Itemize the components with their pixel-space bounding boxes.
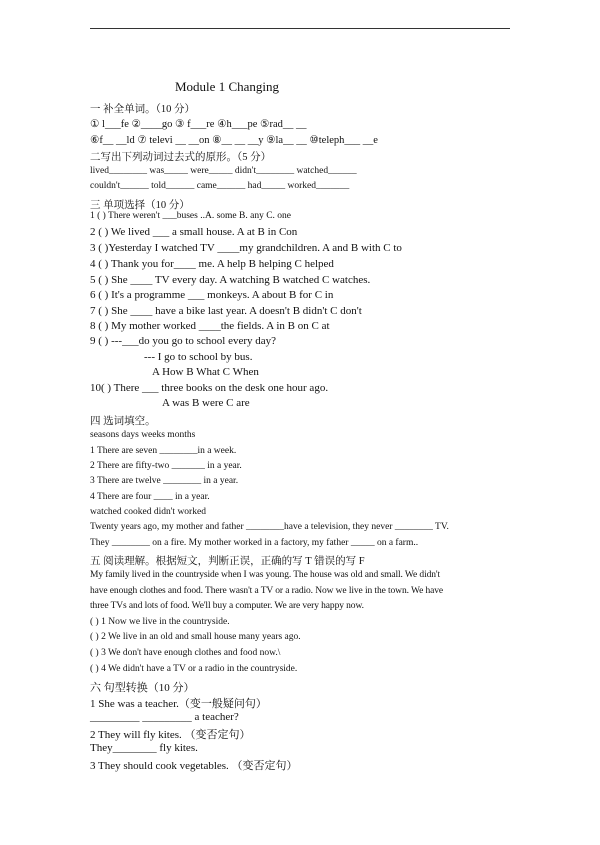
section-1-heading: 一 补全单词。（10 分） xyxy=(90,104,195,115)
tf-question-3: ( ) 3 We don't have enough clothes and food now.\ xyxy=(90,648,281,658)
question-1: 1 ( ) There weren't ___buses ..A. some B. any C. one xyxy=(90,211,291,221)
question-6: 6 ( ) It's a programme ___ monkeys. A about B for C in xyxy=(90,289,334,301)
tf-question-1: ( ) 1 Now we live in the countryside. xyxy=(90,617,230,627)
fill-question-3: 3 There are twelve ________ in a year. xyxy=(90,476,239,486)
transform-answer-1: _________ _________ a teacher? xyxy=(90,711,239,723)
section-5-heading: 五 阅读理解。根据短文，判断正误，正确的写 T 错误的写 F xyxy=(90,556,365,567)
transform-question-1: 1 She was a teacher.（变一般疑问句） xyxy=(90,698,267,710)
transform-question-3: 3 They should cook vegetables. （变否定句） xyxy=(90,760,298,772)
question-5: 5 ( ) She ____ TV every day. A watching B watched C watches. xyxy=(90,274,371,286)
fill-passage-line-1: Twenty years ago, my mother and father ________have a television, they never ________ TV. xyxy=(90,522,449,532)
tf-question-2: ( ) 2 We live in an old and small house many years ago. xyxy=(90,632,301,642)
question-10: 10( ) There ___ three books on the desk one hour ago. xyxy=(90,382,329,394)
transform-question-2: 2 They will fly kites. （变否定句） xyxy=(90,729,251,741)
word-bank-1: seasons days weeks months xyxy=(90,430,196,440)
fill-question-1: 1 There are seven ________in a week. xyxy=(90,446,237,456)
page-title: Module 1 Changing xyxy=(175,79,279,94)
question-9: 9 ( ) ---___do you go to school every day? xyxy=(90,335,277,347)
section-4-heading: 四 选词填空。 xyxy=(90,416,156,427)
question-3: 3 ( )Yesterday I watched TV ____my grandchildren. A and B with C to xyxy=(90,242,402,254)
question-10-options: A was B were C are xyxy=(162,397,250,409)
word-bank-2: watched cooked didn't worked xyxy=(90,507,206,517)
top-rule xyxy=(90,28,510,29)
section-1-row-2: ⑥f__ __ld ⑦ televi __ __on ⑧__ __ __y ⑨la__ __ ⑩teleph___ __e xyxy=(90,135,378,146)
section-2-row-1: lived________ was_____ were_____ didn't________ watched______ xyxy=(90,166,357,176)
question-2: 2 ( ) We lived ___ a small house. A at B in Con xyxy=(90,226,298,238)
fill-question-4: 4 There are four ____ in a year. xyxy=(90,492,210,502)
reading-line-1: My family lived in the countryside when I was young. The house was old and small. We didn't xyxy=(90,570,441,580)
reading-line-2: have enough clothes and food. There wasn't a TV or a radio. Now we live in the town. We have xyxy=(90,586,444,596)
fill-passage-line-2: They ________ on a fire. My mother worked in a factory, my father _____ on a farm.. xyxy=(90,538,419,548)
fill-question-2: 2 There are fifty-two _______ in a year. xyxy=(90,461,242,471)
tf-question-4: ( ) 4 We didn't have a TV or a radio in the countryside. xyxy=(90,664,298,674)
section-1-row-1: ① l___fe ②____go ③ f___re ④h___pe ⑤rad__ __ xyxy=(90,119,307,130)
reading-line-3: three TVs and lots of food. We'll buy a computer. We are very happy now. xyxy=(90,601,364,611)
section-2-row-2: couldn't______ told______ came______ had_____ worked_______ xyxy=(90,181,350,191)
question-9-options: A How B What C When xyxy=(152,366,259,378)
question-8: 8 ( ) My mother worked ____the fields. A in B on C at xyxy=(90,320,330,332)
transform-answer-2: They________ fly kites. xyxy=(90,742,198,754)
section-3-heading: 三 单项选择（10 分） xyxy=(90,200,190,211)
section-6-heading: 六 句型转换（10 分） xyxy=(90,682,195,694)
question-4: 4 ( ) Thank you for____ me. A help B helping C helped xyxy=(90,258,334,270)
question-9-reply: --- I go to school by bus. xyxy=(144,351,253,363)
section-2-heading: 二写出下列动词过去式的原形。（5 分） xyxy=(90,152,272,163)
question-7: 7 ( ) She ____ have a bike last year. A doesn't B didn't C don't xyxy=(90,305,362,317)
